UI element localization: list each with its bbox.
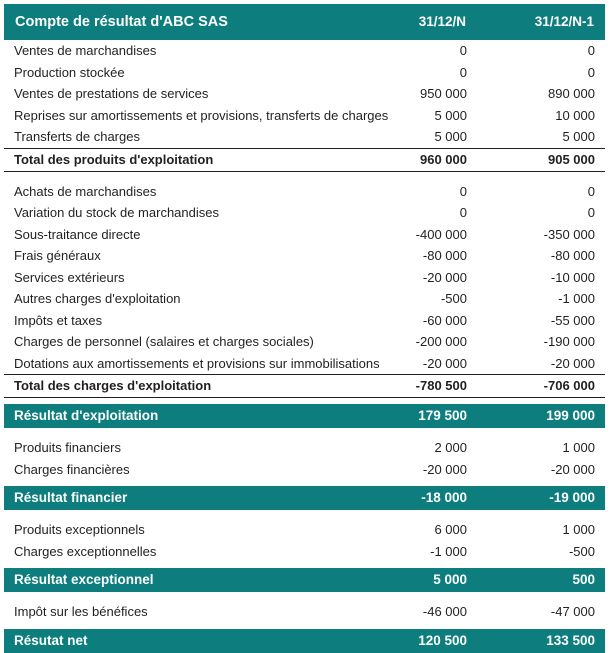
income-statement-table <box>4 4 605 653</box>
result-row <box>4 568 605 592</box>
row-label: Ventes de prestations de services <box>14 86 209 101</box>
line-item-row <box>4 437 605 459</box>
row-label: Dotations aux amortissements et provisions sur immobilisations <box>14 355 380 371</box>
row-label: Variation du stock de marchandises <box>14 205 219 220</box>
value-prior-period: -55 000 <box>550 312 595 328</box>
row-label: Reprises sur amortissements et provisions, transferts de charges <box>14 107 389 123</box>
value-prior-period: -19 000 <box>477 486 605 510</box>
value-prior-period: -10 000 <box>550 269 595 285</box>
line-item-row <box>4 181 605 203</box>
value-current-period: -20 000 <box>422 355 467 371</box>
value-current-period: -1 000 <box>430 543 467 559</box>
spacer-cell <box>4 592 605 601</box>
subtotal-row <box>4 148 605 171</box>
row-label: Transferts de charges <box>14 129 140 144</box>
subtotal-row <box>4 375 605 398</box>
value-prior-period: -500 <box>568 543 595 559</box>
value-current-period: 950 000 <box>420 86 467 101</box>
value-current-period: -46 000 <box>422 604 467 619</box>
value-current-period: -780 500 <box>349 375 477 398</box>
value-prior-period: -1 000 <box>558 291 595 306</box>
value-current-period: 0 <box>459 183 467 199</box>
row-label: Charges de personnel (salaires et charges sociales) <box>14 334 314 349</box>
value-prior-period: 500 <box>477 568 605 592</box>
value-prior-period: 1 000 <box>562 440 595 455</box>
row-label: Résutat net <box>4 629 349 653</box>
row-label: Impôt sur les bénéfices <box>14 604 148 619</box>
value-current-period: 120 500 <box>349 629 477 653</box>
section-spacer <box>4 510 605 519</box>
row-label: Total des produits d'exploitation <box>4 148 349 171</box>
value-prior-period: 5 000 <box>562 129 595 144</box>
spacer-cell <box>4 171 605 181</box>
value-prior-period: -350 000 <box>543 226 595 242</box>
spacer-cell <box>4 428 605 437</box>
row-label: Services extérieurs <box>14 269 125 285</box>
result-row <box>4 629 605 653</box>
value-current-period: 179 500 <box>349 404 477 428</box>
value-current-period: 0 <box>459 64 467 80</box>
value-prior-period: 199 000 <box>477 404 605 428</box>
line-item-row <box>4 353 605 375</box>
section-spacer <box>4 592 605 601</box>
value-current-period: 6 000 <box>434 522 467 537</box>
line-item-row <box>4 288 605 310</box>
value-current-period: -18 000 <box>349 486 477 510</box>
line-item-row <box>4 245 605 267</box>
section-spacer <box>4 171 605 181</box>
value-current-period: 5 000 <box>349 568 477 592</box>
value-prior-period: -80 000 <box>550 248 595 263</box>
row-label: Frais généraux <box>14 248 101 263</box>
column-header-prior-period: 31/12/N-1 <box>477 4 605 40</box>
line-item-row <box>4 331 605 353</box>
row-label: Produits exceptionnels <box>14 522 145 537</box>
value-current-period: 960 000 <box>349 148 477 171</box>
line-item-row <box>4 105 605 127</box>
value-current-period: -20 000 <box>422 269 467 285</box>
line-item-row <box>4 126 605 148</box>
row-label: Résultat d'exploitation <box>4 404 349 428</box>
line-item-row <box>4 310 605 332</box>
line-item-row <box>4 224 605 246</box>
value-prior-period: -20 000 <box>550 461 595 477</box>
row-label: Charges financières <box>14 461 130 477</box>
value-current-period: -500 <box>440 291 467 306</box>
value-prior-period: 0 <box>587 205 595 220</box>
value-prior-period: -47 000 <box>550 604 595 619</box>
line-item-row <box>4 459 605 481</box>
value-current-period: -200 000 <box>415 334 467 349</box>
row-label: Achats de marchandises <box>14 183 157 199</box>
row-label: Autres charges d'exploitation <box>14 291 181 306</box>
value-current-period: 0 <box>459 43 467 58</box>
statement-title: Compte de résultat d'ABC SAS <box>4 4 349 40</box>
line-item-row <box>4 601 605 623</box>
row-label: Charges exceptionnelles <box>14 543 157 559</box>
line-item-row <box>4 83 605 105</box>
section-spacer <box>4 428 605 437</box>
value-prior-period: 1 000 <box>562 522 595 537</box>
value-current-period: 5 000 <box>434 129 467 144</box>
table-header <box>4 4 605 40</box>
row-label: Total des charges d'exploitation <box>4 375 349 398</box>
row-label: Ventes de marchandises <box>14 43 157 58</box>
line-item-row <box>4 267 605 289</box>
value-prior-period: 890 000 <box>548 86 595 101</box>
value-prior-period: -20 000 <box>550 355 595 371</box>
row-label: Impôts et taxes <box>14 312 103 328</box>
value-current-period: -60 000 <box>422 312 467 328</box>
line-item-row <box>4 40 605 62</box>
line-item-row <box>4 202 605 224</box>
value-prior-period: 0 <box>587 43 595 58</box>
value-prior-period: 905 000 <box>477 148 605 171</box>
value-prior-period: 10 000 <box>555 107 595 123</box>
value-current-period: -400 000 <box>415 226 467 242</box>
value-prior-period: 0 <box>587 183 595 199</box>
row-label: Résultat exceptionnel <box>4 568 349 592</box>
result-row <box>4 486 605 510</box>
row-label: Produits financiers <box>14 440 121 455</box>
value-prior-period: -190 000 <box>543 334 595 349</box>
value-current-period: 0 <box>459 205 467 220</box>
row-label: Résultat financier <box>4 486 349 510</box>
line-item-row <box>4 62 605 84</box>
value-current-period: 2 000 <box>434 440 467 455</box>
row-label: Production stockée <box>14 64 125 80</box>
line-item-row <box>4 541 605 563</box>
value-current-period: -20 000 <box>422 461 467 477</box>
result-row <box>4 404 605 428</box>
row-label: Sous-traitance directe <box>14 226 141 242</box>
header-row <box>4 4 605 40</box>
column-header-current-period: 31/12/N <box>349 4 477 40</box>
value-prior-period: -706 000 <box>477 375 605 398</box>
table-body <box>4 40 605 653</box>
value-current-period: 5 000 <box>434 107 467 123</box>
value-prior-period: 133 500 <box>477 629 605 653</box>
value-prior-period: 0 <box>587 64 595 80</box>
value-current-period: -80 000 <box>422 248 467 263</box>
line-item-row <box>4 519 605 541</box>
spacer-cell <box>4 510 605 519</box>
